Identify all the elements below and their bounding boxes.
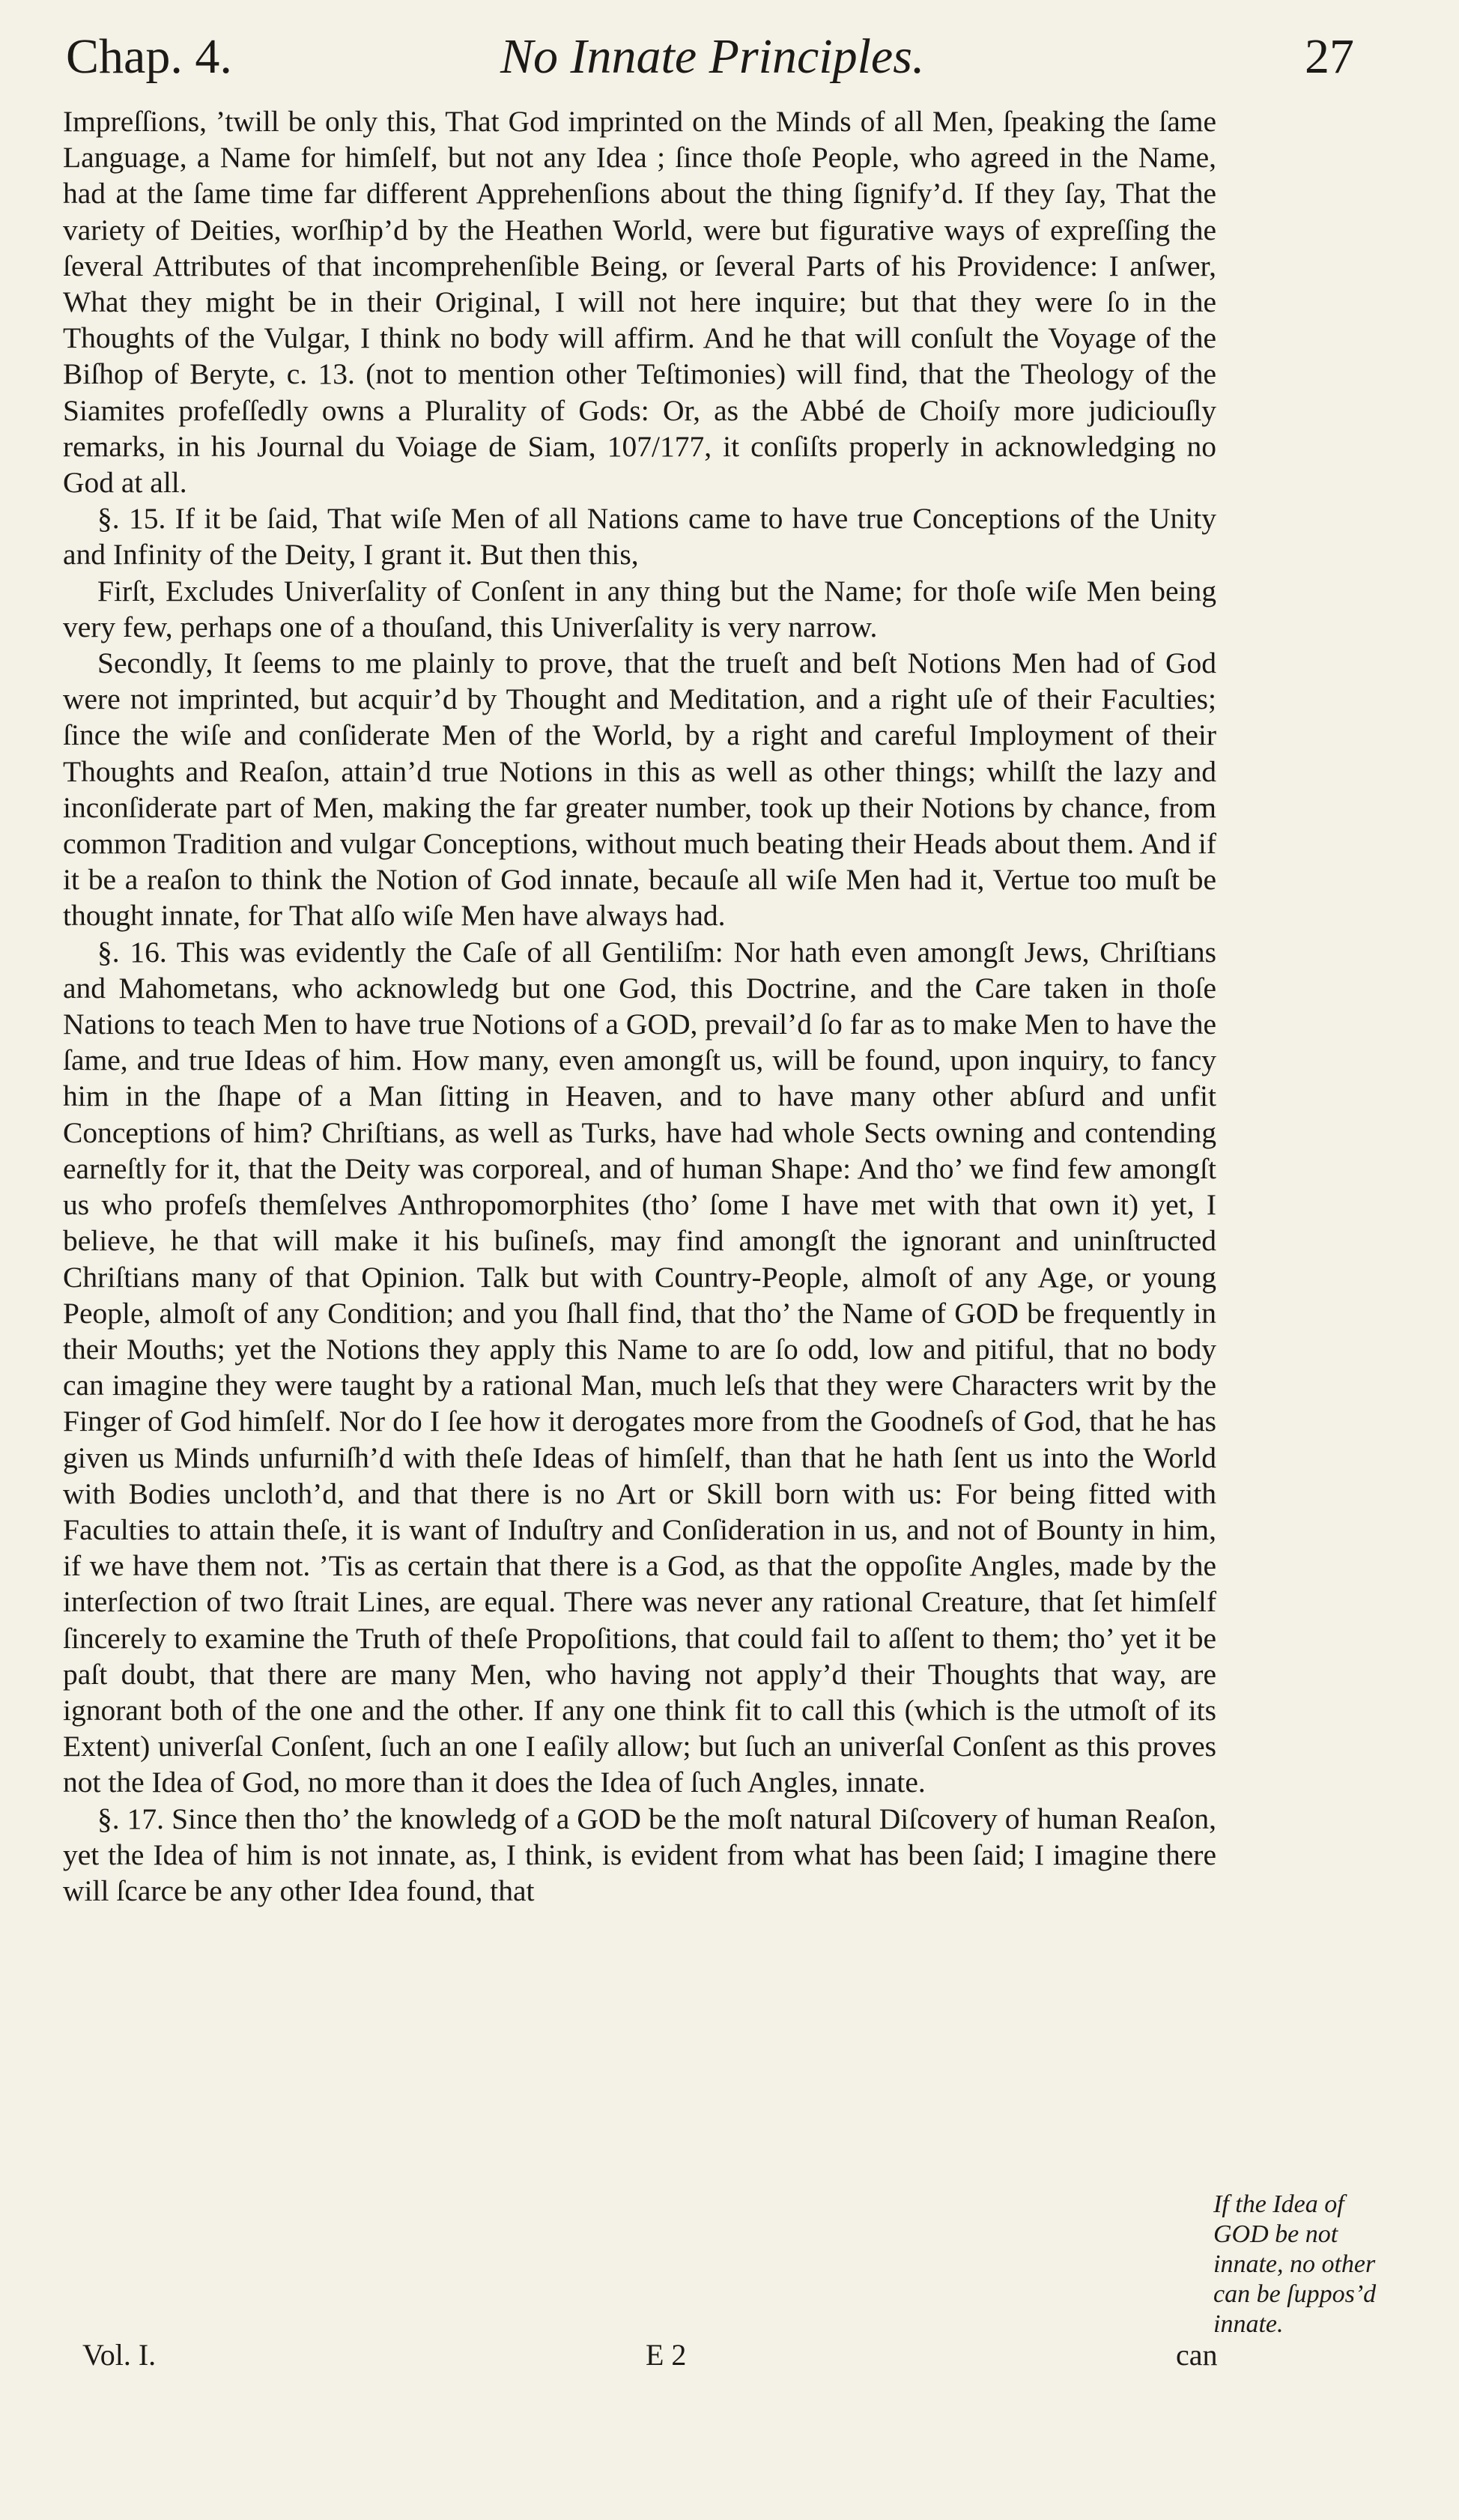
- margin-note: If the Idea of GOD be not innate, no other can be ſuppos’d innate.: [1213, 2190, 1377, 2338]
- page-footer: [82, 2337, 1356, 2375]
- volume-label: Vol. I.: [82, 2338, 157, 2372]
- paragraph: Impreſſions, ’twill be only this, That God imprinted on the Minds of all Men, ſpeaking the ſame Language, a Name for himſelf, but not any Idea ; ſince thoſe People, who agreed in the Name, had at the ſame time far different Apprehenſions about the thing ſignify’d. If they ſay, That the variety of Deities, worſhip’d by the Heathen World, were but figurative ways of expreſſing the ſeveral Attributes of that incomprehenſible Being, or ſeveral Parts of his Providence: I anſwer, What they might be in their Original, I will not here inquire; but that they were ſo in the Thoughts of the Vulgar, I think no body will affirm. And he that will conſult the Voyage of the Biſhop of Beryte, c. 13. (not to mention other Teſtimonies) will find, that the Theology of the Siamites profeſſedly owns a Plurality of Gods: Or, as the Abbé de Choiſy more judiciouſly remarks, in his Journal du Voiage de Siam, 107/177, it conſiſts properly in acknowledging no God at all.: [63, 105, 1216, 500]
- page-number: 27: [1305, 29, 1354, 84]
- catchword: can: [1176, 2338, 1218, 2372]
- paragraph-section-17: §. 17. Since then tho’ the knowledg of a GOD be the moſt natural Diſcovery of human Reaſon, yet the Idea of him is not innate, as, I think, is evident from what has been ſaid; I imagine there will ſcarce be any other Idea found, that: [63, 1802, 1216, 1907]
- paragraph-first: Firſt, Excludes Univerſality of Conſent in any thing but the Name; for thoſe wiſe Men being very few, perhaps one of a thouſand, this Univerſality is very narrow.: [63, 574, 1216, 643]
- paragraph-section-15: §. 15. If it be ſaid, That wiſe Men of all Nations came to have true Conceptions of the Unity and Infinity of the Deity, I grant it. But then this,: [63, 502, 1216, 572]
- chapter-heading: Chap. 4.: [66, 29, 232, 84]
- body-text: [63, 103, 1216, 1909]
- paragraph-section-16: §. 16. This was evidently the Caſe of all Gentiliſm: Nor hath even amongſt Jews, Chriſtians and Mahometans, who acknowledg but one God, this Doctrine, and the Care taken in thoſe Nations to teach Men to have true Notions of a GOD, prevail’d ſo far as to make Men to have the ſame, and true Ideas of him. How many, even amongſt us, will be found, upon inquiry, to fancy him in the ſhape of a Man ſitting in Heaven, and to have many other abſurd and unfit Conceptions of him? Chriſtians, as well as Turks, have had whole Sects owning and contending earneſtly for it, that the Deity was corporeal, and of human Shape: And tho’ we find few amongſt us who profeſs themſelves Anthropomorphites (tho’ ſome I have met with that own it) yet, I believe, he that will make it his buſineſs, may find amongſt the ignorant and uninſtructed Chriſtians many of that Opinion. Talk but with Country-People, almoſt of any Age, or young People, almoſt of any Condition; and you ſhall find, that tho’ the Name of GOD be frequently in their Mouths; yet the Notions they apply this Name to are ſo odd, low and pitiful, that no body can imagine they were taught by a rational Man, much leſs that they were Characters writ by the Finger of God himſelf. Nor do I ſee how it derogates more from the Goodneſs of God, that he has given us Minds unfurniſh’d with theſe Ideas of himſelf, than that he hath ſent us into the World with Bodies uncloth’d, and that there is no Art or Skill born with us: For being fitted with Faculties to attain theſe, it is want of Induſtry and Conſideration in us, and not of Bounty in him, if we have them not. ’Tis as certain that there is a God, as that the oppoſite Angles, made by the interſection of two ſtrait Lines, are equal. There was never any rational Creature, that ſet himſelf ſincerely to examine the Truth of theſe Propoſitions, that could fail to aſſent to them; tho’ yet it be paſt doubt, that there are many Men, who having not apply’d their Thoughts that way, are ignorant both of the one and the other. If any one think fit to call this (which is the utmoſt of its Extent) univerſal Conſent, ſuch an one I eaſily allow; but ſuch an univerſal Conſent as this proves not the Idea of God, no more than it does the Idea of ſuch Angles, innate.: [63, 935, 1216, 1799]
- running-head: [66, 28, 1354, 88]
- signature-mark: E 2: [646, 2338, 687, 2372]
- paragraph-secondly: Secondly, It ſeems to me plainly to prove, that the trueſt and beſt Notions Men had of God were not imprinted, but acquir’d by Thought and Meditation, and a right uſe of their Faculties; ſince the wiſe and conſiderate Men of the World, by a right and careful Imployment of their Thoughts and Reaſon, attain’d true Notions in this as well as other things; whilſt the lazy and inconſiderate part of Men, making the far greater number, took up their Notions by chance, from common Tradition and vulgar Conceptions, without much beating their Heads about them. And if it be a reaſon to think the Notion of God innate, becauſe all wiſe Men had it, Vertue too muſt be thought innate, for That alſo wiſe Men have always had.: [63, 646, 1216, 933]
- page-title: No Innate Principles.: [500, 29, 925, 84]
